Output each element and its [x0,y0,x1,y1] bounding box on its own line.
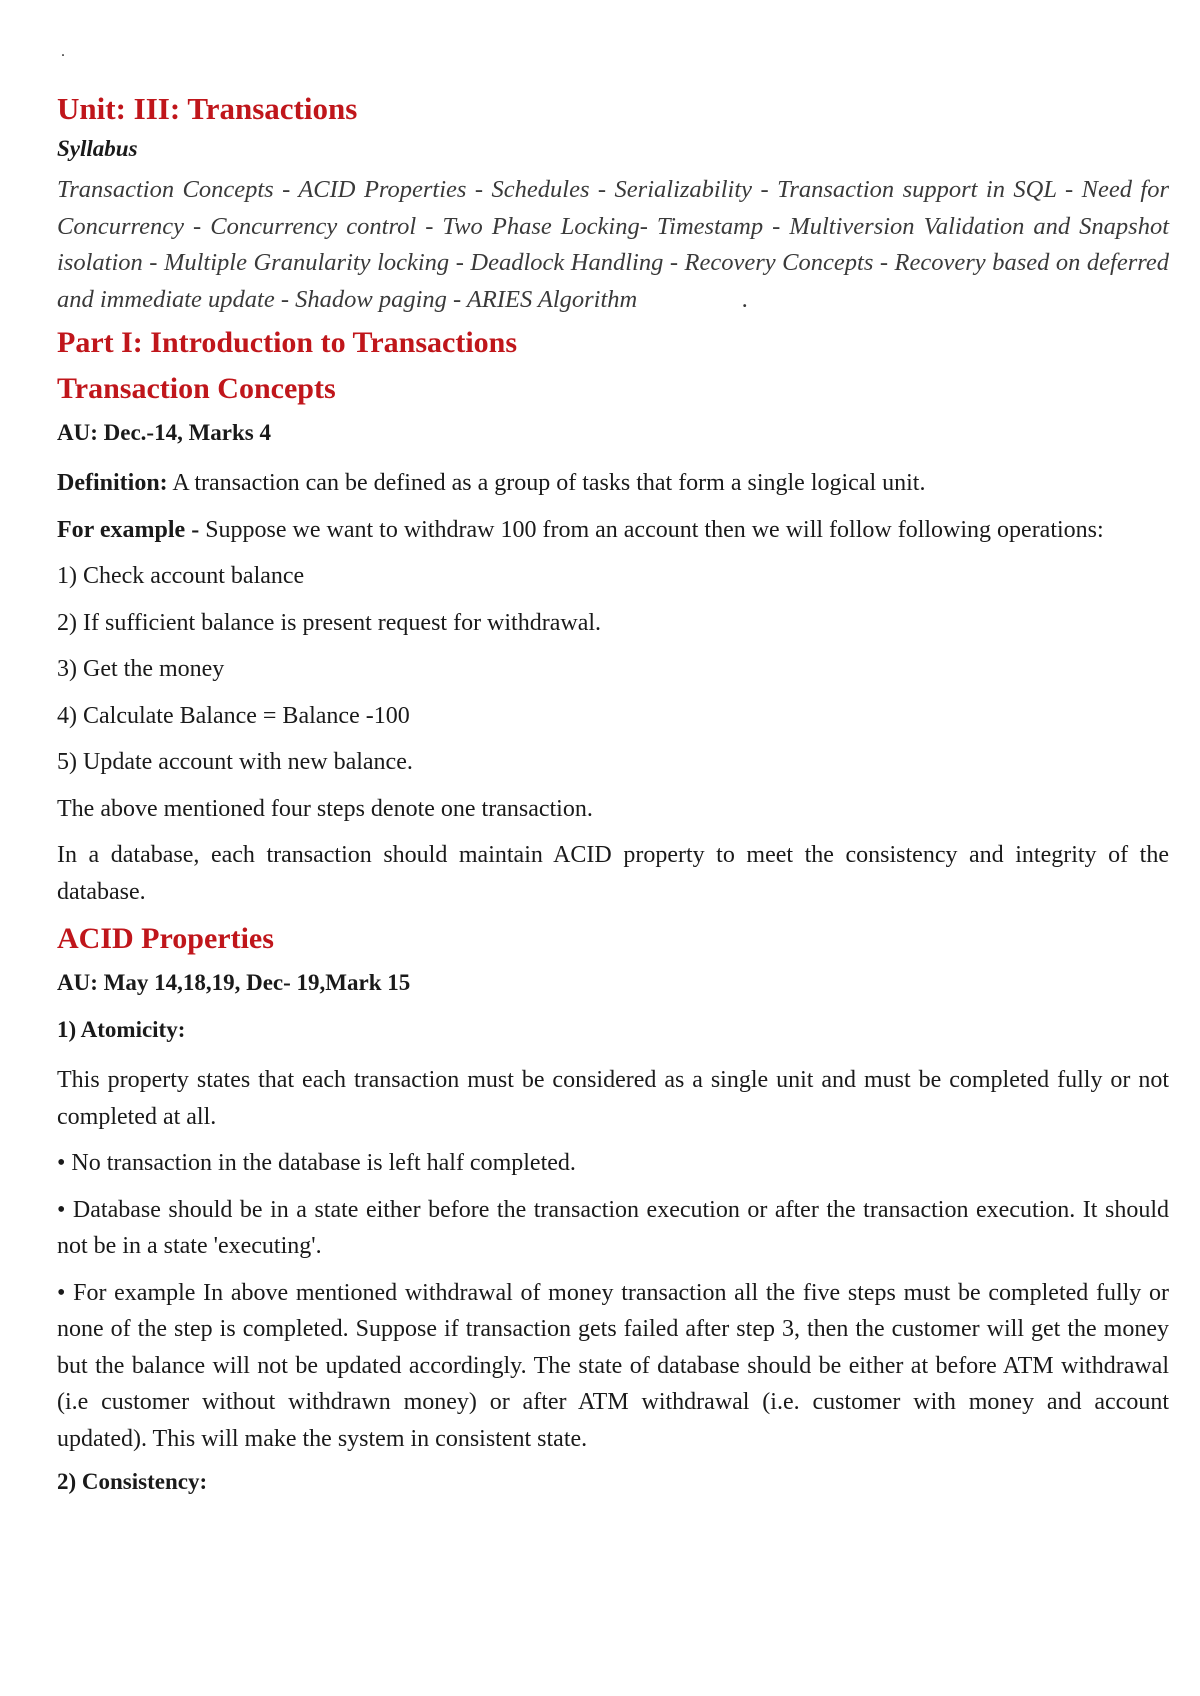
syllabus-label: Syllabus [57,136,138,161]
step-item: 2) If sufficient balance is present request for withdrawal. [57,609,602,636]
transaction-summary: The above mentioned four steps denote one transaction. [57,795,593,822]
top-mark: . [61,43,65,60]
section-title-transaction-concepts: Transaction Concepts [57,372,336,405]
section-title-acid-properties: ACID Properties [57,922,274,955]
consistency-heading: 2) Consistency: [57,1469,208,1494]
example-label: For example - [57,516,200,543]
definition-text: A transaction can be defined as a group of tasks that form a single logical unit. [167,470,926,496]
syllabus-tail: . [742,285,749,313]
step-item: 3) Get the money [57,656,225,682]
atomicity-bullet: • For example In above mentioned withdrawal of money transaction all the five steps must be completed fully or none of the step is completed. Suppose if transaction gets failed after step 3, then the customer will get the money but the balance will not be updated accordingly. The state of database should be either at before ATM withdrawal (i.e customer without withdrawn money) or after ATM withdrawal (i.e. customer with money and account updated). This will make the system in consistent state. [57,1279,1169,1452]
atomicity-bullet: • Database should be in a state either before the transaction execution or after the transaction execution. It should not be in a state 'executing'. [57,1196,1169,1259]
example-paragraph [57,512,1169,549]
au-marks-transaction-concepts: AU: Dec.-14, Marks 4 [57,420,271,445]
unit-title: Unit: III: Transactions [57,91,358,126]
au-marks-acid: AU: May 14,18,19, Dec- 19,Mark 15 [57,970,411,995]
acid-intro-paragraph: In a database, each transaction should maintain ACID property to meet the consistency and integrity of the database. [57,842,1169,905]
step-item: 5) Update account with new balance. [57,749,413,775]
example-text: Suppose we want to withdraw 100 from an account then we will follow following operations: [199,516,1104,543]
step-item: 4) Calculate Balance = Balance -100 [57,702,410,729]
syllabus-topics: Transaction Concepts - ACID Properties - Schedules - Serializability - Transaction support in SQL - Need for Concurrency - Concurrency control - Two Phase Locking- Timestamp - Multiversion Validation and Snapshot isolation - Multiple Granularity locking - Deadlock Handling - Recovery Concepts - Recovery based on deferred and immediate update - Shadow paging - ARIES Algorithm [57,176,1169,313]
atomicity-text: This property states that each transaction must be considered as a single unit and must be completed fully or not completed at all. [57,1067,1169,1130]
atomicity-bullet: • No transaction in the database is left half completed. [57,1150,576,1176]
definition-label: Definition: [57,470,168,496]
syllabus-text [57,172,1169,318]
definition-paragraph [57,465,1169,502]
atomicity-heading: 1) Atomicity: [57,1017,186,1042]
document-page [57,42,1169,1514]
part-title: Part I: Introduction to Transactions [57,326,518,359]
step-item: 1) Check account balance [57,563,305,589]
